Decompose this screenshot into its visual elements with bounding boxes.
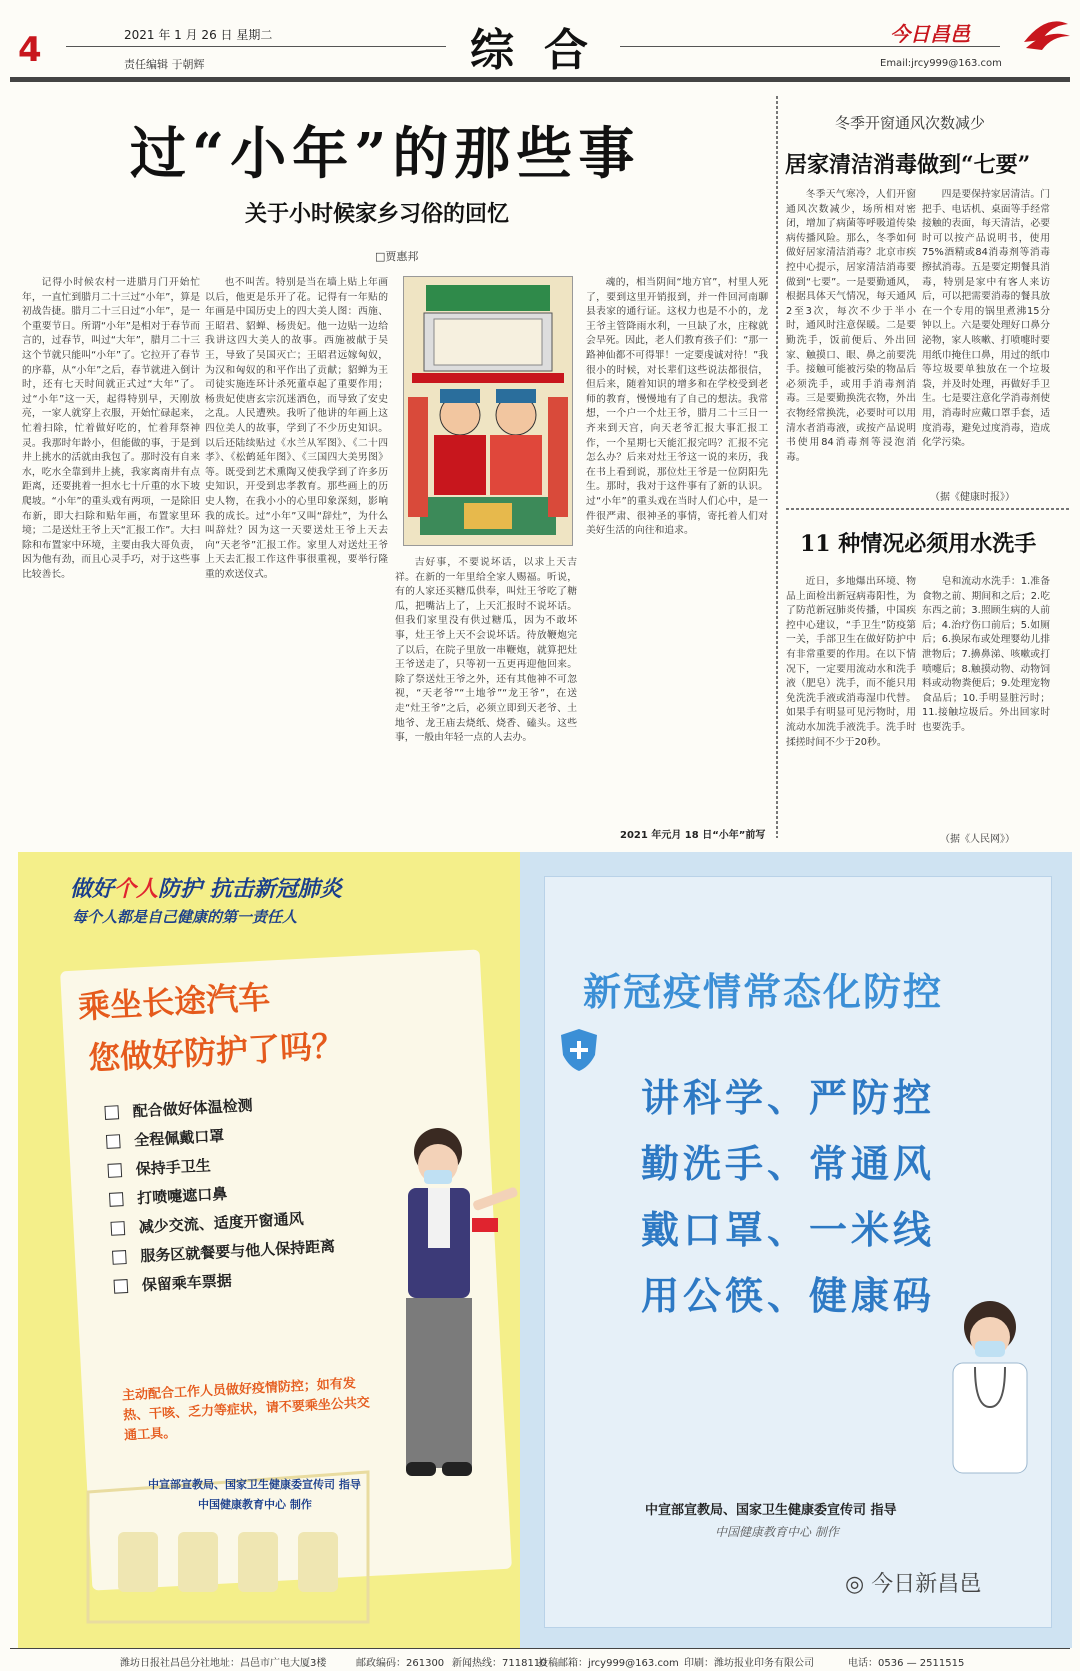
shield-icon: [559, 1027, 599, 1073]
poster-panel: [544, 876, 1052, 1628]
sidebar-story1-title: 居家清洁消毒做到“七要”: [785, 152, 1031, 178]
poster-question-line2: 您做好防护了吗？: [87, 1026, 345, 1078]
checklist-label: 减少交流、适度开窗通风: [138, 1209, 305, 1237]
checklist-label: 保持手卫生: [135, 1156, 212, 1179]
sidebar-story2-column-2: 皂和流动水洗手：1.准备食物之前、期间和之后；2.吃东西之前；3.照顾生病的人前后；4.治疗伤口前后；5.如厕后；6.换尿布或处理婴幼儿排泄物后；7.擤鼻涕、咳嗽或打喷嚏后；8.触摸动物、动物饲料或动物粪便后；9.处理宠物食品后；10.手明显脏污时；11.接触垃圾后。外出回家时也要洗手。: [922, 576, 1050, 733]
header-email: Email:jrcy999@163.com: [880, 58, 1002, 69]
sidebar-story1-kicker: 冬季开窗通风次数减少: [835, 114, 986, 132]
checkbox-icon: [110, 1221, 125, 1236]
page-number: 4: [18, 30, 42, 70]
poster-credit-producer: 中国健康教育中心 制作: [715, 1525, 839, 1539]
poster-subline: 每个人都是自己健康的第一责任人: [72, 908, 298, 926]
newspaper-logo: 今日昌邑: [890, 22, 970, 46]
sidebar-story2-title: 11 种情况必须用水洗手: [800, 531, 1037, 557]
issue-date: 2021 年 1 月 26 日 星期二: [124, 28, 273, 42]
sidebar-story1-column-2: 四是要保持家居清洁。门把手、电话机、桌面等手经常接触的表面，每天清洁，必要时可以按产品说明书，使用75%酒精或84消毒剂等消毒擦拭消毒。五是要定期餐具消毒，特别是家中有客人来访后，可以把需要消毒的餐具放在一个专用的锅里煮沸15分钟以上。六是要处理好口鼻分泌物，家人咳嗽、打喷嚏时要用纸巾掩住口鼻，用过的纸巾等垃圾要单独放在一个垃圾袋，并及时处理，再做好手卫生。七是要注意化学消毒剂使用，消毒时应戴口罩手套，适度消毒，避免过度消毒，造成化学污染。: [922, 189, 1050, 449]
sidebar-story1-column-1: 冬季天气寒冷，人们开窗通风次数减少，场所相对密闭，增加了病菌等呼吸道传染病传播风险。那么，冬季如何做好居家清洁消毒？北京市疾控中心提示，居家清洁消毒要做到“七要”。一是要勤通风，根据具体天气情况，每天通风2至3次，每次不少于半小时，通风时注意保暖。二是要勤洗手，饭前便后、外出回家、触摸口、眼、鼻之前要洗手。接触可能被污染的物品后必须洗手，或用手消毒剂消毒。三是要勤换洗衣物，外出衣物经常换洗，必要时可以用清水者消毒液，或按产品说明书使用84消毒剂等浸泡消毒。: [786, 189, 916, 463]
wechat-account-label: [845, 1567, 981, 1598]
sidebar-story1-source: （据《健康时报》）: [930, 492, 1015, 503]
poster-slogans: [641, 1067, 935, 1331]
bus-attendant-illustration: [378, 1122, 528, 1542]
checklist-label: 打喷嚏遮口鼻: [136, 1184, 228, 1208]
article-title: 过“小年”的那些事: [130, 121, 641, 187]
checklist-label: 配合做好体温检测: [132, 1096, 254, 1121]
column-divider: [776, 96, 778, 838]
checkbox-icon: [107, 1163, 122, 1178]
footer-email: 投稿邮箱：jrcy999@163.com: [538, 1658, 679, 1669]
checkbox-icon: [109, 1192, 124, 1207]
poster-headline: [70, 872, 342, 903]
header-rule: [10, 77, 1070, 82]
article-dateline: 2021 年元月 18 日“小年”前写: [620, 830, 766, 841]
poster-note: 主动配合工作人员做好疫情防控；如有发热、干咳、乏力等症状，请不要乘坐公共交通工具。: [121, 1376, 371, 1444]
wechat-icon: ◎: [845, 1572, 872, 1597]
footer-address: 潍坊日报社昌邑分社地址：昌邑市广电大厦3楼: [120, 1658, 327, 1669]
checklist-label: 保留乘车票据: [141, 1271, 233, 1295]
poster-checklist: [104, 1086, 337, 1300]
checkbox-icon: [112, 1250, 127, 1265]
checkbox-icon: [104, 1105, 119, 1120]
slogan-line: 讲科学、严防控: [641, 1075, 936, 1120]
article-column-1: 记得小时候农村一进腊月门开始忙年，一直忙到腊月二十三过“小年”，算是初战告捷。腊月二十三日过“小年”，是一个重要节日。所谓“小年”是相对于春节而言的，过春节，叫过“大年”，腊月二十三这个节就只能叫“小年”了。它拉开了春节的序幕，从“小年”之后，春节就进入倒计时，还有七天时间就正式过“大年”了。过“小年”这一天，起得特别早，天刚放亮，一家人就穿上衣服，开始忙碌起来，忙着扫除，忙着做好吃的，忙着拜祭神灵。我那时年龄小，但能做的事，于是到井上挑水的活就由我包了。那时没有自来水，吃水全靠到井上挑，我家离南井有点距离，还要挑着一担水七十斤重的水下坡爬坡。“小年”的重头戏有两项，一是除旧布新，即大扫除和贴年画，布置家里环境；二是送灶王爷上天“汇报工作”。大扫除和布置家中环境，主要由我大哥负责，因为他有劲，而且心灵手巧，对于这些事比较善长。: [22, 277, 200, 580]
poster-title: 新冠疫情常态化防控: [583, 969, 944, 1014]
article-subtitle: 关于小时候家乡习俗的回忆: [245, 201, 510, 227]
emblem-icon: [1020, 12, 1072, 56]
article-column-4: 魂的，相当阴间“地方官”，村里人死了，要到这里开销报到，并一件回河南聊县表家的通行证。这权力也是不小的，龙王爷主管降雨水利，一旦缺了水，庄稼就会旱死。因此，老人们教育孩子们：“那一路神仙都不可得罪！一定要虔诚对待！”我很小的时候，对长辈们这些说法都很信，但后来，随着知识的增多和在学校受到老师的教育，慢慢地有了自己的想法。我常想，一个户一个灶王爷，腊月二十三日一齐来到天宫，向天老爷汇报大事汇报工作，一个星期七天能汇报完吗？汇报不完怎么办？后来对灶王爷这一说的来历，我在书上看到说，那位灶王爷是一位阴阳先生。那时，我对于这件事有了新的认识。过“小年”的重头戏在当时人们心中，是一件很严肃、很神圣的事情，寄托着人们对美好生活的向往和追求。: [586, 277, 768, 537]
checklist-label: 服务区就餐要与他人保持距离: [139, 1237, 336, 1266]
footer: [0, 1651, 1080, 1671]
poster-credit-guidance: 中宣部宣教局、国家卫生健康委宣传司 指导: [148, 1478, 361, 1491]
footer-hotline: 新闻热线：7118110: [452, 1658, 547, 1669]
footer-rule: [10, 1648, 1070, 1649]
doctor-illustration: [935, 1297, 1045, 1477]
slogan-line: 用公筷、健康码: [641, 1273, 936, 1318]
sidebar-divider: [786, 508, 1070, 510]
poster-headline-highlight: 个人: [114, 876, 159, 902]
header-divider-left: [66, 46, 446, 47]
sidebar-story2-source: （据《人民网》）: [940, 834, 1015, 845]
editor-credit: 责任编辑 于朝辉: [124, 58, 205, 71]
checklist-label: 全程佩戴口罩: [133, 1126, 225, 1150]
footer-phone: 电话：0536 — 2511515: [848, 1658, 965, 1669]
bus-travel-poster: [18, 852, 548, 1648]
footer-postcode: 邮政编码：261300: [356, 1658, 445, 1669]
poster-question-line1: 乘坐长途汽车: [77, 977, 271, 1026]
slogan-line: 勤洗手、常通风: [641, 1141, 936, 1186]
footer-printer: 印刷：潍坊报业印务有限公司: [684, 1658, 814, 1669]
slogan-line: 戴口罩、一米线: [641, 1207, 936, 1252]
checkbox-icon: [106, 1134, 121, 1149]
article-byline: □贾惠邦: [375, 250, 419, 263]
article-column-3: 吉好事，不要说坏话，以求上天吉祥。在新的一年里给全家人赐福。听说，有的人家还买糖瓜供奉，叫灶王爷吃了糖瓜，把嘴沾上了，上天汇报时不说坏话。但我们家里没有供过糖瓜，因为不敢坏事，灶王爷上天不会说坏话。待放鞭炮完了以后，在院子里放一串鞭炮，就算把灶王爷送走了，只等初一五更再迎他回来。除了祭送灶王爷之外，还有其他神不可忽视，“天老爷”“土地爷”“龙王爷”，在送走“灶王爷”之后，必须立即到天老爷、土地爷、龙王庙去烧纸、烧香、磕头。这些事，一般由年轻一点的人去办。: [395, 557, 577, 744]
wechat-account-name: 今日新昌邑: [871, 1572, 982, 1597]
section-title: 综合: [470, 25, 618, 76]
poster-headline-part1: 做好: [70, 876, 115, 902]
epidemic-control-poster: [520, 852, 1072, 1648]
checkbox-icon: [113, 1279, 128, 1294]
poster-headline-part2: 防护 抗击新冠肺炎: [158, 876, 342, 902]
poster-credit-guidance: 中宣部宣教局、国家卫生健康委宣传司 指导: [645, 1503, 897, 1518]
sidebar-story2-column-1: 近日，多地爆出环境、物品上面检出新冠病毒阳性，为了防范新冠肺炎传播，中国疾控中心建议，“手卫生”防疫第一关，手部卫生在做好防护中有非常重要的作用。在以下情况下，一定要用流动水和洗手液（肥皂）洗手，而不能只用免洗洗手液或消毒湿巾代替。如果手有明显可见污物时，用流动水加洗手液洗手。洗手时揉搓时间不少于20秒。: [786, 576, 916, 748]
article-column-2: 也不叫苦。特别是当在墙上贴上年画以后，他更是乐开了花。记得有一年贴的年画是中国历史上的四大美人图：西施、王昭君、貂蝉、杨贵妃。他一边贴一边给我讲这四大美人的故事。西施被献于吴王，导致了吴国灭亡；王昭君远嫁匈奴，为汉和匈奴的和平作出了贡献；貂蝉为王司徒实施连环计杀死董卓起了重要作用；杨贵妃使唐玄宗沉迷酒色，而导致了安史之乱。人民遭殃。我听了他讲的年画上这四位美人的故事，学到了不少历史知识。以后还陆续贴过《水兰从军图》、《二十四孝》、《松鹤延年图》、《三国四大美男图》等。既受到艺术熏陶又使我学到了许多历史知识，开受到忠孝教育。那些画上的历史人物，在我小小的心里印象深刻，影响我的成长。过“小年”又叫“辞灶”，为什么叫辞灶？因为这一天要送灶王爷上天去向“天老爷”汇报工作。家里人对送灶王爷上天去汇报工作这件事很重视，要举行隆重的欢送仪式。: [205, 277, 388, 580]
kitchen-god-print-image: [403, 276, 573, 546]
poster-credit-producer: 中国健康教育中心 制作: [198, 1498, 312, 1511]
